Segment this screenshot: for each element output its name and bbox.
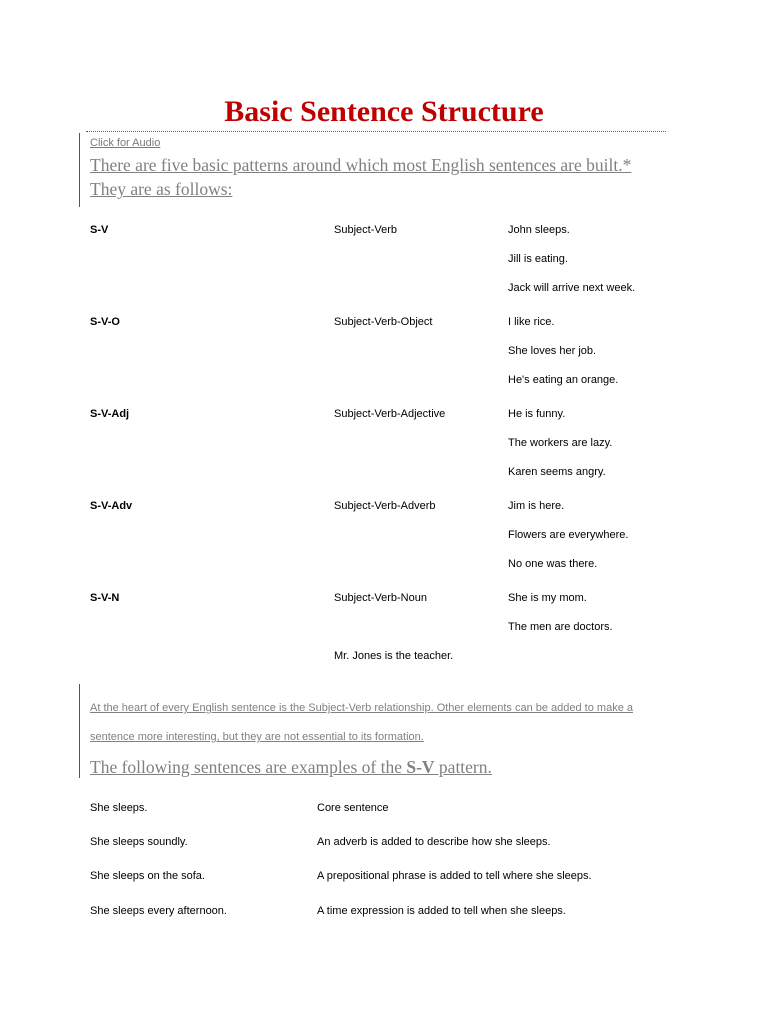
pattern-example: No one was there.	[508, 558, 598, 570]
title-divider	[86, 131, 666, 132]
example-description: Core sentence	[317, 802, 389, 814]
pattern-example: Flowers are everywhere.	[508, 529, 629, 541]
pattern-example: Jack will arrive next week.	[508, 282, 636, 294]
example-description: An adverb is added to describe how she sleeps.	[317, 836, 551, 848]
pattern-example: He is funny.	[508, 408, 566, 420]
pattern-example: The workers are lazy.	[508, 437, 613, 449]
pattern-example: I like rice.	[508, 316, 555, 328]
example-sentence: She sleeps every afternoon.	[90, 905, 227, 917]
pattern-code: S-V-N	[90, 592, 120, 604]
pattern-example: The men are doctors.	[508, 621, 613, 633]
pattern-example: She loves her job.	[508, 345, 597, 357]
pattern-code: S-V-O	[90, 316, 120, 328]
pattern-example: She is my mom.	[508, 592, 587, 604]
pattern-code: S-V	[90, 224, 109, 236]
pattern-example: He's eating an orange.	[508, 374, 619, 386]
example-description: A time expression is added to tell when she sleeps.	[317, 905, 566, 917]
pattern-example: Jill is eating.	[508, 253, 568, 265]
pattern-name: Subject-Verb-Noun	[334, 592, 427, 604]
example-sentence: She sleeps.	[90, 802, 148, 814]
note-text-line: sentence more interesting, but they are not essential to its formation.	[90, 731, 424, 743]
pattern-name: Subject-Verb-Adjective	[334, 408, 446, 420]
pattern-code: S-V-Adj	[90, 408, 130, 420]
pattern-example: Jim is here.	[508, 500, 565, 512]
pattern-name: Subject-Verb	[334, 224, 397, 236]
pattern-name: Subject-Verb-Adverb	[334, 500, 436, 512]
audio-link[interactable]: Click for Audio	[90, 137, 161, 149]
page-title: Basic Sentence Structure	[224, 95, 544, 128]
pattern-example: John sleeps.	[508, 224, 570, 236]
example-description: A prepositional phrase is added to tell where she sleeps.	[317, 870, 592, 882]
pattern-name: Subject-Verb-Object	[334, 316, 433, 328]
examples-heading: The following sentences are examples of the S-V pattern.	[90, 757, 492, 777]
pattern-code: S-V-Adv	[90, 500, 133, 512]
example-sentence: She sleeps on the sofa.	[90, 870, 205, 882]
intro-text: There are five basic patterns around which most English sentences are built.* They are as follows:	[90, 155, 632, 199]
example-sentence: She sleeps soundly.	[90, 836, 188, 848]
pattern-example: Mr. Jones is the teacher.	[334, 650, 454, 662]
note-text-line: At the heart of every English sentence is the Subject-Verb relationship. Other elements can be added to make a	[90, 702, 633, 714]
pattern-example: Karen seems angry.	[508, 466, 606, 478]
intro-margin-bar	[79, 133, 80, 207]
note-margin-bar	[79, 684, 80, 778]
